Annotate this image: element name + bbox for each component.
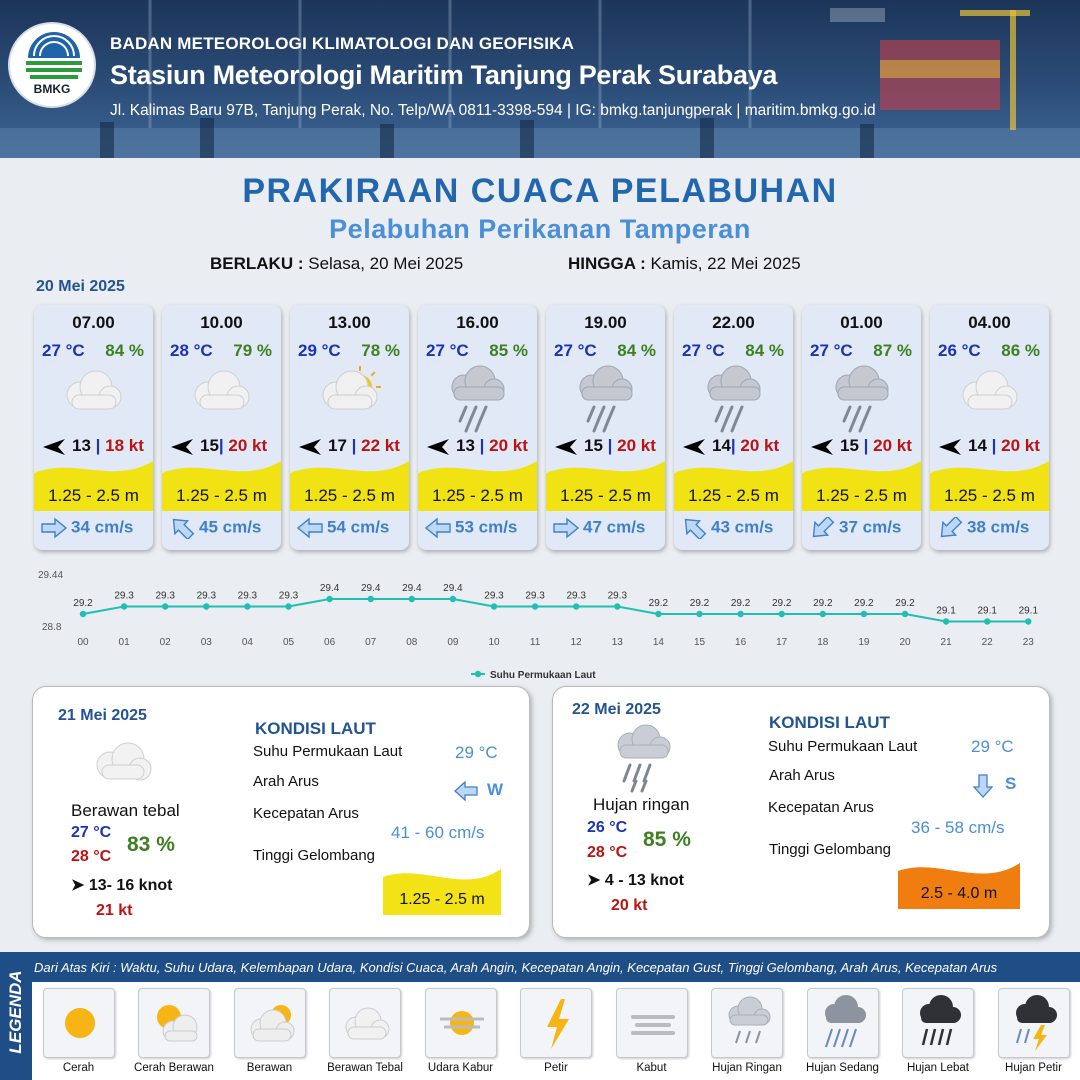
data-label: 29.3	[114, 590, 134, 602]
legend	[0, 952, 1080, 1080]
card-gust: 20 kt	[1001, 436, 1040, 455]
card-temp: 26 °C	[938, 341, 981, 360]
valid-from-label: BERLAKU :	[210, 254, 304, 273]
card-separator: |	[474, 436, 490, 455]
day2-temp-max: 28 °C	[71, 848, 112, 865]
card-current-speed: 53 cm/s	[455, 517, 518, 537]
data-label: 29.3	[155, 590, 175, 602]
y-tick-label: 28.8	[42, 622, 62, 633]
legend-item-label: Hujan Petir	[1005, 1062, 1062, 1074]
x-tick-label: 00	[77, 637, 89, 648]
legend-items	[32, 982, 1080, 1080]
card-wind	[810, 436, 912, 456]
x-tick-label: 12	[570, 637, 582, 648]
data-label: 29.1	[1018, 605, 1039, 617]
light-rain-icon	[822, 361, 902, 433]
light-rain-icon	[711, 988, 783, 1058]
legend-item-label: Hujan Sedang	[806, 1062, 879, 1074]
header-banner	[0, 0, 1080, 158]
day2-humidity: 83 %	[127, 833, 175, 856]
data-point	[943, 618, 949, 624]
forecast-card	[418, 305, 537, 550]
data-point	[1025, 618, 1031, 624]
data-point	[614, 603, 620, 609]
card-current	[680, 517, 790, 539]
card-gust: 20 kt	[740, 436, 780, 455]
cloud-sun-icon	[234, 988, 306, 1058]
card-humidity: 87 %	[873, 341, 912, 360]
day3-wind-speed: 4 - 13 knot	[604, 872, 684, 889]
thunderstorm-icon	[998, 988, 1070, 1058]
card-time: 07.00	[72, 313, 115, 332]
card-current-speed: 37 cm/s	[839, 517, 902, 537]
card-humidity: 84 %	[745, 341, 784, 360]
cloud-icon	[88, 737, 158, 787]
day3-wave-label: Tinggi Gelombang	[769, 841, 892, 858]
data-point	[326, 596, 332, 602]
wind-arrow-icon	[554, 438, 578, 456]
data-label: 29.4	[360, 583, 381, 594]
card-separator: |	[346, 436, 362, 455]
data-point	[696, 611, 702, 617]
card-time: 22.00	[712, 313, 755, 332]
card-humidity: 86 %	[1001, 341, 1040, 360]
card-temp: 27 °C	[426, 341, 469, 360]
current-arrow-icon	[680, 517, 708, 539]
current-direction-arrow-icon	[453, 781, 479, 806]
card-wind	[42, 436, 144, 456]
card-separator: |	[90, 436, 106, 455]
bmkg-logo	[8, 22, 96, 108]
legend-item-label: Cerah Berawan	[134, 1062, 214, 1074]
card-gust: 22 kt	[361, 436, 400, 455]
card-wave-height: 1.25 - 2.5 m	[816, 486, 907, 505]
wind-arrow-icon: ➤	[587, 872, 601, 889]
wind-arrow-icon	[810, 438, 834, 456]
card-separator: |	[730, 436, 741, 455]
x-tick-label: 06	[324, 637, 336, 648]
data-point	[121, 603, 127, 609]
light-rain-icon	[566, 361, 646, 433]
legend-item	[31, 988, 126, 1074]
day2-date: 21 Mei 2025	[58, 707, 147, 724]
card-separator: |	[858, 436, 874, 455]
day2-speed-label: Kecepatan Arus	[253, 805, 359, 822]
card-separator: |	[602, 436, 618, 455]
data-point	[80, 611, 86, 617]
heavy-rain-icon	[902, 988, 974, 1058]
card-current-speed: 43 cm/s	[711, 517, 774, 537]
day3-humidity: 85 %	[643, 828, 691, 851]
station-name: Stasiun Meteorologi Maritim Tanjung Perak Surabaya	[110, 60, 778, 90]
legend-item	[700, 988, 795, 1074]
card-wind	[938, 436, 1040, 456]
data-label: 29.3	[278, 590, 299, 602]
x-tick-label: 08	[406, 637, 418, 648]
card-separator: |	[218, 436, 229, 455]
data-point	[450, 596, 456, 602]
card-wave-height: 1.25 - 2.5 m	[560, 486, 651, 505]
card-wind-speed: 15	[840, 436, 859, 455]
day3-temp-max: 28 °C	[587, 844, 628, 861]
card-wind-speed: 14	[712, 436, 731, 455]
card-time: 01.00	[840, 313, 883, 332]
legend-item	[413, 988, 508, 1074]
card-current-speed: 54 cm/s	[327, 517, 390, 537]
data-point	[573, 603, 579, 609]
data-point	[532, 603, 538, 609]
legend-item-label: Kabut	[636, 1062, 667, 1074]
x-tick-label: 18	[817, 637, 829, 648]
wind-arrow-icon	[42, 438, 66, 456]
legend-item	[222, 988, 317, 1074]
card-wind	[682, 436, 779, 456]
card-wind	[554, 436, 656, 456]
day3-wave-value: 2.5 - 4.0 m	[920, 885, 998, 902]
day2-wave-value: 1.25 - 2.5 m	[399, 891, 485, 908]
card-wave-height: 1.25 - 2.5 m	[432, 486, 523, 505]
card-gust: 20 kt	[873, 436, 912, 455]
wind-arrow-icon	[426, 438, 450, 456]
card-wind-speed: 13	[72, 436, 91, 455]
data-label: 29.3	[566, 590, 586, 602]
sst-chart	[30, 556, 1050, 684]
data-point	[203, 603, 209, 609]
x-tick-label: 07	[365, 637, 377, 648]
day3-speed-label: Kecepatan Arus	[768, 799, 874, 816]
x-tick-label: 10	[488, 637, 500, 648]
moderate-rain-icon	[807, 988, 879, 1058]
day3-wind	[587, 870, 684, 890]
data-point	[737, 611, 743, 617]
card-current	[40, 517, 150, 539]
wind-arrow-icon	[938, 438, 962, 456]
lightning-icon	[520, 988, 592, 1058]
legend-item-label: Udara Kabur	[427, 1062, 494, 1074]
legend-item-label: Petir	[544, 1062, 568, 1074]
legend-item-label: Berawan Tebal	[327, 1062, 403, 1074]
data-label: 29.3	[196, 590, 217, 602]
wind-arrow-icon	[298, 438, 322, 456]
legend-item-label: Hujan Ringan	[712, 1062, 782, 1074]
card-humidity: 84 %	[105, 341, 144, 360]
legend-title: LEGENDA	[6, 970, 25, 1054]
x-tick-label: 02	[159, 637, 171, 648]
card-current	[168, 517, 278, 539]
day2-dir-value: W	[487, 780, 504, 799]
day3-sst-value: 29 °C	[971, 737, 1014, 756]
partly-cloudy-icon	[310, 361, 390, 433]
legend-side	[0, 952, 32, 1080]
current-arrow-icon	[424, 517, 452, 539]
legend-item	[127, 988, 222, 1074]
x-tick-label: 13	[611, 637, 623, 648]
x-tick-label: 11	[529, 637, 541, 648]
card-gust: 20 kt	[228, 436, 268, 455]
card-wave-height: 1.25 - 2.5 m	[304, 486, 395, 505]
forecast-card	[674, 305, 793, 550]
series-line	[83, 599, 1028, 622]
data-label: 29.4	[402, 583, 422, 594]
day2-wind	[71, 875, 172, 895]
card-time: 19.00	[584, 313, 627, 332]
x-tick-label: 05	[282, 637, 295, 648]
data-point	[409, 596, 415, 602]
x-tick-label: 21	[940, 637, 952, 648]
data-point	[984, 618, 990, 624]
x-tick-label: 15	[693, 637, 706, 648]
card-humidity: 85 %	[489, 341, 528, 360]
current-arrow-icon	[936, 517, 964, 539]
x-tick-label: 22	[981, 637, 993, 648]
x-tick-label: 20	[899, 637, 911, 648]
card-current	[424, 517, 534, 539]
card-wind	[298, 436, 400, 456]
x-tick-label: 19	[858, 637, 870, 648]
legend-item	[318, 988, 413, 1074]
x-tick-label: 04	[241, 637, 253, 648]
day2-sst-value: 29 °C	[455, 743, 498, 762]
card-gust: 20 kt	[617, 436, 656, 455]
card-time: 10.00	[200, 313, 243, 332]
legend-item	[604, 988, 699, 1074]
data-point	[162, 603, 168, 609]
wind-arrow-icon: ➤	[71, 877, 85, 894]
data-point	[820, 611, 826, 617]
current-arrow-icon	[40, 517, 68, 539]
cloud-icon	[329, 988, 401, 1058]
day2-condition: Berawan tebal	[71, 801, 180, 820]
data-label: 29.2	[730, 598, 751, 609]
data-label: 29.4	[443, 583, 463, 594]
day3-dir-label: Arah Arus	[769, 767, 835, 784]
forecast-card	[930, 305, 1049, 550]
current-arrow-icon	[808, 517, 836, 539]
current-arrow-icon	[296, 517, 324, 539]
page-title: PRAKIRAAN CUACA PELABUHAN	[242, 172, 838, 210]
forecast-card	[162, 305, 281, 550]
card-temp: 27 °C	[42, 341, 85, 360]
card-humidity: 78 %	[361, 341, 400, 360]
haze-icon	[425, 988, 497, 1058]
card-current-speed: 45 cm/s	[199, 517, 262, 537]
card-gust: 20 kt	[489, 436, 528, 455]
data-label: 29.3	[484, 590, 504, 602]
day2-sea-heading: KONDISI LAUT	[255, 719, 376, 738]
card-wave-height: 1.25 - 2.5 m	[48, 486, 139, 505]
forecast-card	[546, 305, 665, 550]
card-wave-height: 1.25 - 2.5 m	[176, 486, 267, 505]
logo-text: BMKG	[33, 82, 71, 96]
legend-item	[891, 988, 986, 1074]
card-current-speed: 34 cm/s	[71, 517, 134, 537]
data-point	[655, 611, 661, 617]
valid-from-value: Selasa, 20 Mei 2025	[308, 254, 464, 273]
card-humidity: 84 %	[617, 341, 656, 360]
current-arrow-icon	[552, 517, 580, 539]
day2-dir-label: Arah Arus	[253, 773, 319, 790]
data-point	[491, 603, 497, 609]
current-arrow-icon	[168, 517, 196, 539]
data-label: 29.1	[977, 605, 997, 617]
day2-wind-speed: 13- 16 knot	[88, 877, 173, 894]
card-temp: 29 °C	[298, 341, 341, 360]
card-time: 04.00	[968, 313, 1011, 332]
data-label: 29.2	[854, 598, 874, 609]
data-label: 29.2	[689, 598, 710, 609]
card-wind-speed: 13	[456, 436, 475, 455]
data-point	[779, 611, 785, 617]
day2-sst-label: Suhu Permukaan Laut	[253, 743, 403, 760]
agency-name: BADAN METEOROLOGI KLIMATOLOGI DAN GEOFISIKA	[110, 34, 575, 53]
data-label: 29.3	[237, 590, 258, 602]
data-label: 29.3	[607, 590, 628, 602]
day1-date: 20 Mei 2025	[36, 278, 125, 295]
cloud-icon	[54, 361, 134, 433]
light-rain-icon	[438, 361, 518, 433]
card-wave-height: 1.25 - 2.5 m	[944, 486, 1035, 505]
page-subtitle: Pelabuhan Perikanan Tamperan	[329, 214, 751, 244]
legend-item	[795, 988, 890, 1074]
card-time: 16.00	[456, 313, 499, 332]
day3-date: 22 Mei 2025	[572, 701, 661, 718]
legend-item-label: Hujan Lebat	[906, 1062, 970, 1074]
x-tick-label: 16	[735, 637, 747, 648]
card-wind-speed: 15	[584, 436, 603, 455]
day3-dir-value: S	[1005, 774, 1017, 793]
x-tick-label: 23	[1022, 637, 1034, 648]
legend-label: Suhu Permukaan Laut	[490, 670, 596, 681]
y-tick-label: 29.44	[38, 570, 64, 581]
data-label: 29.4	[319, 583, 340, 594]
card-wind-speed: 17	[328, 436, 347, 455]
card-current	[552, 517, 662, 539]
light-rain-icon	[694, 361, 774, 433]
station-address: Jl. Kalimas Baru 97B, Tanjung Perak, No. Telp/WA 0811-3398-594 | IG: bmkg.tanjungperak | maritim.bmkg.go.id	[110, 102, 876, 119]
x-tick-label: 14	[652, 637, 664, 648]
x-tick-label: 03	[200, 637, 212, 648]
valid-to-value: Kamis, 22 Mei 2025	[650, 254, 801, 273]
data-point	[285, 603, 291, 609]
data-label: 29.2	[895, 598, 915, 609]
cloud-icon	[182, 361, 262, 433]
sun-icon	[43, 988, 115, 1058]
data-point	[861, 611, 867, 617]
data-label: 29.2	[813, 598, 833, 609]
legend-item	[509, 988, 604, 1074]
card-humidity: 79 %	[233, 341, 272, 360]
day2-wave-label: Tinggi Gelombang	[253, 847, 376, 864]
light-rain-icon	[608, 723, 678, 795]
card-current	[936, 517, 1046, 539]
card-temp: 27 °C	[682, 341, 725, 360]
day3-panel	[552, 686, 1050, 938]
day3-sea-heading: KONDISI LAUT	[769, 713, 890, 732]
card-current-speed: 38 cm/s	[967, 517, 1030, 537]
x-tick-label: 17	[776, 637, 788, 648]
card-wind-speed: 15	[200, 436, 219, 455]
forecast-card	[34, 305, 153, 550]
data-point	[902, 611, 908, 617]
card-current	[808, 517, 918, 539]
card-wind	[426, 436, 528, 456]
card-temp: 28 °C	[170, 341, 213, 360]
data-label: 29.1	[936, 605, 956, 617]
cloud-icon	[950, 361, 1030, 433]
wind-arrow-icon	[682, 438, 706, 456]
data-label: 29.3	[525, 590, 545, 602]
forecast-card	[802, 305, 921, 550]
card-current-speed: 47 cm/s	[583, 517, 646, 537]
current-direction-arrow-icon	[973, 773, 993, 804]
day2-gust: 21 kt	[96, 902, 133, 919]
card-temp: 27 °C	[810, 341, 853, 360]
valid-to	[568, 254, 801, 274]
legend-item	[986, 988, 1080, 1074]
valid-to-label: HINGGA :	[568, 254, 646, 273]
data-point	[244, 603, 250, 609]
wind-arrow-icon	[170, 438, 194, 456]
fog-icon	[616, 988, 688, 1058]
data-label: 29.2	[648, 598, 669, 609]
legend-description: Dari Atas Kiri : Waktu, Suhu Udara, Kelembapan Udara, Kondisi Cuaca, Arah Angin, Kecepatan Angin, Kecepatan Gust, Tinggi Gelombang, Arah Arus, Kecepatan Arus	[34, 960, 998, 975]
card-separator: |	[986, 436, 1002, 455]
day3-temp-min: 26 °C	[587, 819, 628, 836]
x-tick-label: 09	[447, 637, 459, 648]
day3-sst-label: Suhu Permukaan Laut	[768, 738, 918, 755]
day3-condition: Hujan ringan	[593, 795, 690, 814]
day3-speed-value: 36 - 58 cm/s	[911, 818, 1005, 837]
x-tick-label: 01	[118, 637, 130, 648]
day2-speed-value: 41 - 60 cm/s	[391, 823, 485, 842]
day3-gust: 20 kt	[611, 897, 648, 914]
card-gust: 18 kt	[105, 436, 144, 455]
day2-temp-min: 27 °C	[71, 824, 112, 841]
valid-from	[210, 254, 463, 274]
card-time: 13.00	[328, 313, 371, 332]
card-current	[296, 517, 406, 539]
legend-marker	[475, 671, 481, 677]
data-label: 29.2	[73, 598, 93, 609]
data-point	[368, 596, 374, 602]
card-wind	[170, 436, 267, 456]
legend-item-label: Cerah	[62, 1062, 95, 1074]
data-label: 29.2	[771, 598, 792, 609]
card-wave-height: 1.25 - 2.5 m	[688, 486, 779, 505]
card-wind-speed: 14	[968, 436, 987, 455]
card-temp: 27 °C	[554, 341, 597, 360]
legend-item-label: Berawan	[246, 1062, 293, 1074]
day2-panel	[32, 686, 530, 938]
forecast-card	[290, 305, 409, 550]
sun-cloud-icon	[138, 988, 210, 1058]
